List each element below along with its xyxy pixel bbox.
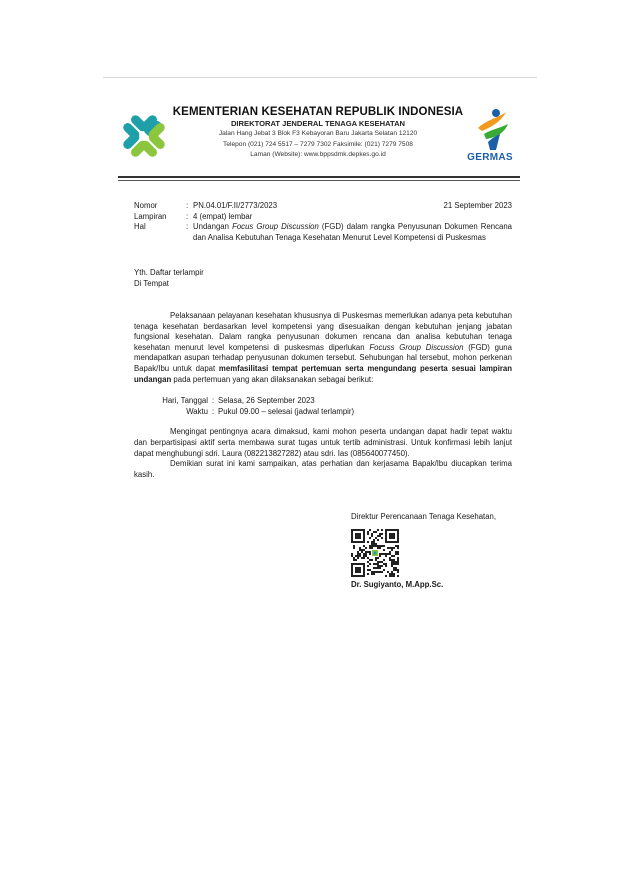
website-line: Laman (Website): www.bppsdmk.depkes.go.id — [250, 151, 386, 158]
letter-date: 21 September 2023 — [443, 201, 512, 210]
qr-code-icon — [351, 529, 399, 577]
letter-meta — [134, 201, 512, 243]
body-paragraph-2: Mengingat pentingnya acara dimaksud, kami mohon peserta undangan dapat hadir tepat waktu dan berpartisipasi aktif serta membawa surat tugas untuk tertib administrasi. Untuk konfirmasi lebih lanjut dapat menghubungi sdri. Laura (082213827282) atau sdri. Ias (085640077450). — [134, 427, 512, 458]
signature-block — [351, 512, 531, 590]
letterhead-rule-thick — [118, 176, 520, 178]
germas-logo — [460, 106, 520, 168]
signer-name: Dr. Sugiyanto, M.App.Sc. — [351, 579, 444, 589]
letterhead-text — [172, 106, 464, 160]
schedule-label: Waktu — [186, 406, 208, 416]
body-paragraph-3: Demikian surat ini kami sampaikan, atas perhatian dan kerjasama Bapak/Ibu diucapkan terima kasih. — [134, 459, 512, 479]
page-top-divider — [103, 77, 537, 78]
hal-label: Hal — [134, 222, 146, 231]
lampiran-value: 4 (empat) lembar — [193, 211, 253, 221]
phone-line: Telepon (021) 724 5517 – 7279 7302 Faksimile: (021) 7279 7508 — [223, 140, 413, 148]
schedule-value: Pukul 09.00 – selesai (jadwal terlampir) — [218, 406, 355, 416]
recipient-line: Yth. Daftar terlampir — [134, 268, 204, 277]
meta-row-lampiran: Lampiran : 4 (empat) lembar — [134, 212, 512, 223]
directorate-name: DIREKTORAT JENDERAL TENAGA KESEHATAN — [230, 119, 406, 128]
meta-row-nomor: Nomor : PN.04.01/F.II/2773/2023 — [134, 201, 512, 212]
lampiran-label: Lampiran — [134, 211, 167, 221]
germas-label: GERMAS — [467, 152, 513, 163]
body-paragraph-1: Pelaksanaan pelayanan kesehatan khususnya di Puskesmas memerlukan adanya peta kebutuhan tenaga kesehatan berdasarkan level kompetensi yang disesuaikan dengan kebutuhan jenjang jabatan fungsional kesehatan. Dalam rangka penyusunan dokumen rencana dan analisa kebutuhan tenaga kesehatan menurut level kompetensi di puskesmas diperlukan Focuss Group Discussion (FGD) guna mendapatkan asupan terhadap penyusunan dokumen tersebut. Sehubungan hal tersebut, mohon perkenan Bapak/Ibu untuk dapat memfasilitasi tempat pertemuan serta mengundang peserta sesuai lampiran undangan pada pertemuan yang akan dilaksanakan sebagai berikut: — [134, 311, 512, 384]
schedule-value: Selasa, 26 September 2023 — [218, 396, 315, 406]
hal-value: Undangan Focus Group Discussion (FGD) dalam rangka Penyusunan Dokumen Rencana dan Analisa Kebutuhan Tenaga Kesehatan Menurut Level Kompetensi di Puskesmas — [193, 222, 512, 242]
schedule-row: Waktu : Pukul 09.00 – selesai (jadwal terlampir) — [146, 407, 512, 418]
ministry-logo-icon — [116, 110, 172, 162]
meta-row-hal: Hal : Undangan Focus Group Discussion (FGD) dalam rangka Penyusunan Dokumen Rencana dan Analisa Kebutuhan Tenaga Kesehatan Menurut Level Kompetensi di Puskesmas — [134, 222, 512, 242]
ministry-name: KEMENTERIAN KESEHATAN REPUBLIK INDONESIA — [172, 106, 464, 118]
germas-figure-icon — [460, 106, 520, 152]
schedule-block — [146, 396, 512, 417]
letterhead-rule-thin — [118, 180, 520, 181]
recipient-place: Di Tempat — [134, 278, 169, 288]
signer-title: Direktur Perencanaan Tenaga Kesehatan, — [351, 512, 497, 521]
address-line: Jalan Hang Jebat 3 Blok F3 Kebayoran Baru Jakarta Selatan 12120 — [218, 130, 418, 137]
letter-body — [134, 311, 512, 480]
letterhead — [110, 106, 520, 168]
nomor-label: Nomor — [134, 201, 158, 210]
schedule-row: Hari, Tanggal : Selasa, 26 September 2023 — [146, 396, 512, 407]
recipient-block — [134, 268, 204, 289]
schedule-label: Hari, Tanggal — [162, 396, 208, 406]
nomor-value: PN.04.01/F.II/2773/2023 — [193, 201, 278, 210]
